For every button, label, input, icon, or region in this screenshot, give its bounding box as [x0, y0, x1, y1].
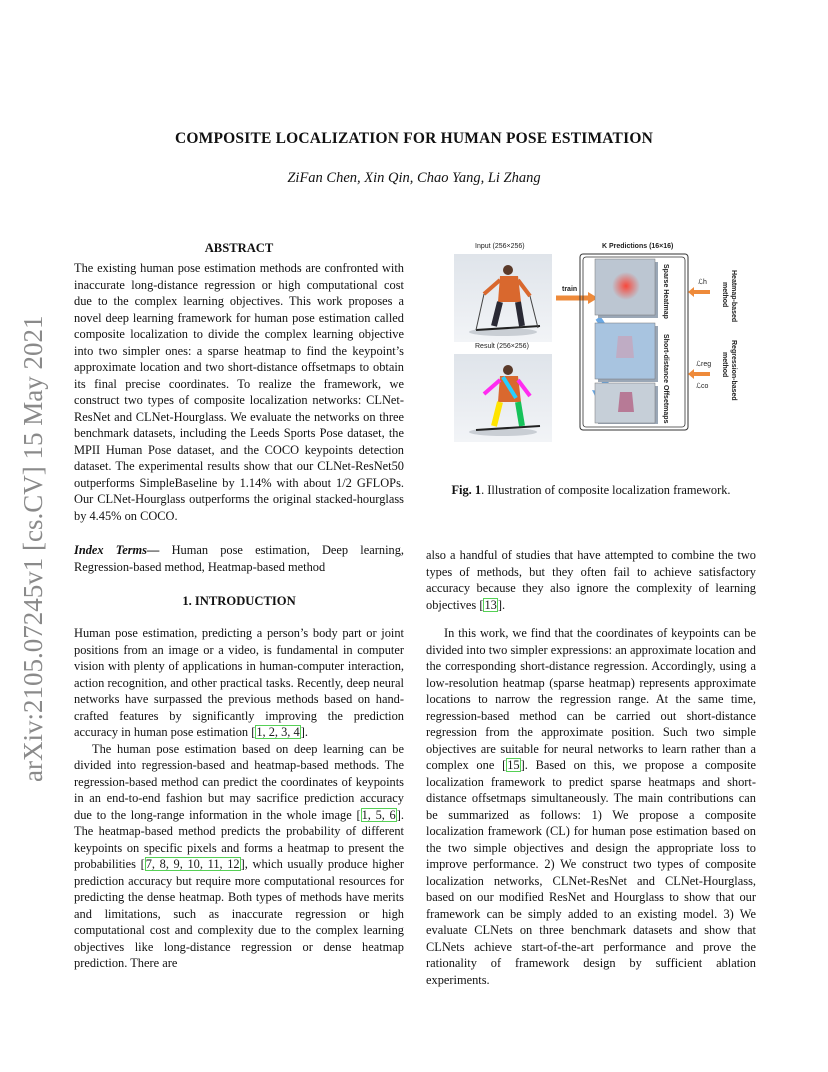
regression-method-label-1: Regression-based	[730, 340, 737, 401]
citation-link[interactable]: 7, 8, 9, 10, 11, 12	[145, 857, 240, 871]
abstract-body	[74, 260, 404, 524]
result-label: Result (256×256)	[475, 343, 529, 350]
right-paragraph-1: also a handful of studies that have attempted to combine the two types of methods, but they often fail to achieve satisfactory accuracy because they also ignore the complexity of learning objectives [13].	[426, 548, 756, 612]
citation-link[interactable]: 1, 2, 3, 4	[256, 725, 300, 739]
heatmap-method-label-1: Heatmap-based	[730, 270, 737, 323]
result-image	[454, 354, 552, 442]
intro-paragraph-2: The human pose estimation based on deep learning can be divided into regression-based and heatmap-based methods. The regression-based method can predict the coordinates of keypoints in an end-to-end fashion but may sacrifice prediction accuracy due to the long-range information in the whole image [1, 5, 6]. The heatmap-based method predicts the probability of different keypoints on specific pixels and forms a heatmap to present the probabilities [7, 8, 9, 10, 11, 12], which usually produce higher prediction accuracy but require more computational resources for predicting the dense heatmap. Both types of methods have merits and limitations, such as inaccurate regression or high computational cost and complexity due to the complex learning objectives like long-distance regression or dense heatmap prediction. There are	[74, 741, 405, 970]
citation-link[interactable]: 1, 5, 6	[361, 807, 396, 822]
paper-authors: ZiFan Chen, Xin Qin, Chao Yang, Li Zhang	[287, 170, 541, 186]
abstract-heading: ABSTRACT	[204, 241, 274, 255]
predictions-stack	[580, 254, 688, 430]
citation-link[interactable]: 15	[507, 758, 520, 772]
heatmap-method-label-2: method	[721, 282, 728, 308]
paper-title: COMPOSITE LOCALIZATION FOR HUMAN POSE ESTIMATION	[175, 130, 653, 147]
input-image	[454, 254, 552, 342]
index-terms	[74, 542, 404, 575]
index-terms-label: Index Terms—	[74, 543, 160, 557]
intro-paragraph-1: Human pose estimation, predicting a person’s body part or joint positions from an image or a video, is fundamental in computer vision with plenty of applications in human-computer interaction, action recognition, and other practical tasks. Recently, deep neural networks have surpassed the previous methods based on hand-crafted features by significantly improving the prediction accuracy in human pose estimation [1, 2, 3, 4].	[74, 626, 404, 739]
arxiv-id: arXiv:2105.07245v1 [cs.CV] 15 May 2021	[18, 315, 48, 782]
train-label: train	[562, 286, 578, 293]
intro-body	[74, 625, 404, 972]
arxiv-sidebar	[2, 272, 62, 792]
loss-reg: ℒreg	[696, 361, 712, 368]
input-label: Input (256×256)	[475, 243, 525, 250]
train-arrow	[556, 286, 598, 304]
figure-caption: Fig. 1. Illustration of composite localization framework.	[451, 483, 731, 497]
index-terms-text: Human pose estimation, Deep learning, Regression-based method, Heatmap-based method	[74, 543, 404, 574]
figure-1	[448, 236, 748, 442]
right-paragraph-2: In this work, we find that the coordinates of keypoints can be divided into two simpler expressions: an approximate location and the corresponding short-distance regression. Accordingly, using a low-resolution heatmap (sparse heatmap) represents approximate locations to narrow the regression range. At the same time, regression-based method can be carried out short-distance regression from the approximate position. Such two simple objectives are suitable for neural networks to learn rather than a complex one [15]. Based on this, we propose a composite localization framework to predict sparse heatmaps and short-distance offsetmaps simultaneously. The main contributions can be summarized as follows: 1) We propose a composite localization framework (CL) for human pose estimation based on the two simple objectives and design the appropriate loss to improve performance. 2) We construct two types of composite localization networks, CLNet-ResNet and CLNet-Hourglass, based on our modified ResNet and Hourglass to show that our framework can be simply added to an existing model. 3) We evaluate CLNets on three benchmark datasets and show that CLNets achieve start-of-the-art performance and prove the rationality of framework design by sufficient ablation experiments.	[426, 626, 756, 987]
intro-heading: 1. INTRODUCTION	[182, 594, 296, 608]
sparse-heatmap-label: Sparse Heatmap	[662, 264, 669, 319]
regression-method-label-2: method	[721, 352, 728, 378]
citation-link[interactable]: 13	[484, 597, 497, 612]
loss-h: ℒh	[698, 279, 707, 286]
offsetmaps-label: Short-distance Offsetmaps	[662, 334, 669, 424]
abstract-text: The existing human pose estimation methods are confronted with inaccurate long-distance regression or high computational cost due to the complex learning objectives. This work proposes a novel deep learning framework for human pose estimation called composite localization to divide the complex learning objective into two simpler ones: a sparse heatmap to find the keypoint’s approximate location and two short-distance offsetmaps to obtain its final precise coordinates. To realize the framework, we construct two types of composite localization networks: CLNet-ResNet and CLNet-Hourglass. We evaluate the networks on three benchmark datasets, including the Leeds Sports Pose dataset, the MPII Human Pose dataset, and the COCO keypoints detection dataset. The experimental results show that our CLNet-ResNet50 outperforms SimpleBaseline by 1.14% with about 1/2 GFLOPs. Our CLNet-Hourglass outperforms the original stacked-hourglass by 4.45% on COCO.	[74, 261, 404, 523]
k-predictions-label: K Predictions (16×16)	[602, 243, 674, 250]
loss-co: ℒco	[696, 383, 709, 390]
loss-arrows	[688, 278, 711, 390]
